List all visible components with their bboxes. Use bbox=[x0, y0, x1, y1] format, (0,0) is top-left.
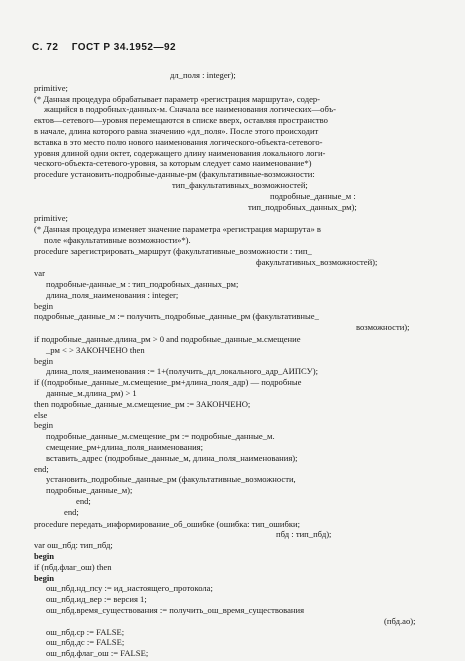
text-line: end; bbox=[64, 506, 79, 517]
text-line: в начале, длина которого равна значению «дл_поля». После этого происходит bbox=[34, 125, 319, 136]
text-line: длина_поля_наименования := 1+(получить_дл_локального_адр_АИПСУ); bbox=[46, 366, 318, 377]
text-line: подробные-данные_м : тип_подробных_данных_рм; bbox=[46, 279, 239, 290]
page-header bbox=[32, 42, 186, 53]
text-line: тип_подробных_данных_рм); bbox=[248, 201, 357, 212]
text-line: (пбд.ао); bbox=[384, 615, 416, 626]
text-line: ош_пбд.время_существования := получить_ош_время_существования bbox=[46, 604, 305, 615]
text-line: procedure установить-подробные-данные-рм (факультативные-возможности: bbox=[34, 169, 315, 180]
text-line: длина_поля_наименования : integer; bbox=[46, 289, 179, 300]
text-line: ош_пбд.ид_вер := версия 1; bbox=[46, 594, 147, 605]
text-line: тип_факультативных_возможностей; bbox=[172, 179, 308, 190]
text-line: ческого-объекта-сетевого-уровня, за которым следует само наименование*) bbox=[34, 158, 312, 169]
text-line: end; bbox=[34, 463, 49, 474]
text-line: факультативных_возможностей); bbox=[256, 256, 378, 267]
text-line: подробные_данные_м.смещение_рм := подробные_данные_м. bbox=[46, 431, 275, 442]
text-line: if (пбд.флаг_ош) then bbox=[34, 561, 112, 572]
text-line: primitive; bbox=[34, 213, 68, 224]
text-line: возможности); bbox=[356, 322, 410, 333]
text-line: else bbox=[34, 409, 48, 420]
text-line: вставить_адрес (подробные_данные_м, длина_поля_наименования); bbox=[46, 452, 298, 463]
text-line: ош_пбд.дс := FALSE; bbox=[46, 637, 125, 648]
text-line: begin bbox=[34, 572, 55, 583]
text-line: подробные_данные_м); bbox=[46, 485, 133, 496]
text-line: дл_поля : integer); bbox=[170, 70, 236, 80]
text-line: if ((подробные_данные_м.смещение_рм+длина_поля_адр) — подробные bbox=[34, 377, 302, 388]
text-line: подробные_данные_м := получить_подробные_данные_рм (факультативные_ bbox=[34, 311, 319, 322]
text-line: подробные_данные_м : bbox=[270, 190, 356, 201]
text-line: пбд : тип_пбд); bbox=[276, 529, 332, 540]
text-line: then подробные_данные_м.смещение_рм := ЗАКОНЧЕНО; bbox=[34, 398, 251, 409]
text-line: _рм < > ЗАКОНЧЕНО then bbox=[46, 344, 145, 355]
text-line: (* Данная процедура обрабатывает параметр «регистрация маршрута», содер- bbox=[34, 93, 321, 104]
text-line: begin bbox=[34, 355, 54, 366]
text-line: procedure передать_информирование_об_ошибке (ошибка: тип_ошибки; bbox=[34, 518, 300, 529]
text-line: end; bbox=[76, 496, 91, 507]
text-line: begin bbox=[34, 420, 54, 431]
page-number: С. 72 bbox=[32, 42, 59, 53]
text-line: ош_пбд.флаг_ош := FALSE; bbox=[46, 648, 149, 659]
text-line: установить_подробные_данные_рм (факультативные_возможности, bbox=[46, 474, 296, 485]
text-line: поле «факультативные возможности»*). bbox=[44, 234, 191, 245]
text-line: вставка в это место полю нового наименования логического-объекта-сетевого- bbox=[34, 136, 323, 147]
text-line: (* Данная процедура изменяет значение параметра «регистрация маршрута» в bbox=[34, 224, 321, 235]
text-line: ектов—сетевого—уровня перемещаются в списке вверх, оставляя пространство bbox=[34, 115, 328, 126]
text-line: primitive; bbox=[34, 82, 68, 93]
text-line: уровня длиной одни октет, содержащего длину наименования локального логи- bbox=[34, 147, 326, 158]
text-line: if подробные_данные.длина_рм > 0 and подробные_данные_м.смещение bbox=[34, 334, 301, 345]
text-line: смещение_рм+длина_поля_наименования; bbox=[46, 442, 204, 453]
text-line: ош_пбд.ср := FALSE; bbox=[46, 626, 125, 637]
text-line: жащийся в подробных-данных-м. Сначала все наименования логических—объ- bbox=[44, 104, 336, 115]
text-line: begin bbox=[34, 300, 54, 311]
text-line: begin bbox=[34, 551, 55, 561]
text-line: ош_пбд.нд_псу := ид_настоящего_протокола; bbox=[46, 583, 213, 594]
text-line: данные_м.длина_рм) > 1 bbox=[46, 388, 137, 399]
text-line: procedure зарегистрировать_маршрут (факультативные_возможности : тип_ bbox=[34, 245, 312, 256]
text-line: var bbox=[34, 268, 45, 279]
standard-title: ГОСТ Р 34.1952—92 bbox=[71, 42, 177, 53]
text-line: var ош_пбд: тип_пбд; bbox=[34, 540, 113, 551]
